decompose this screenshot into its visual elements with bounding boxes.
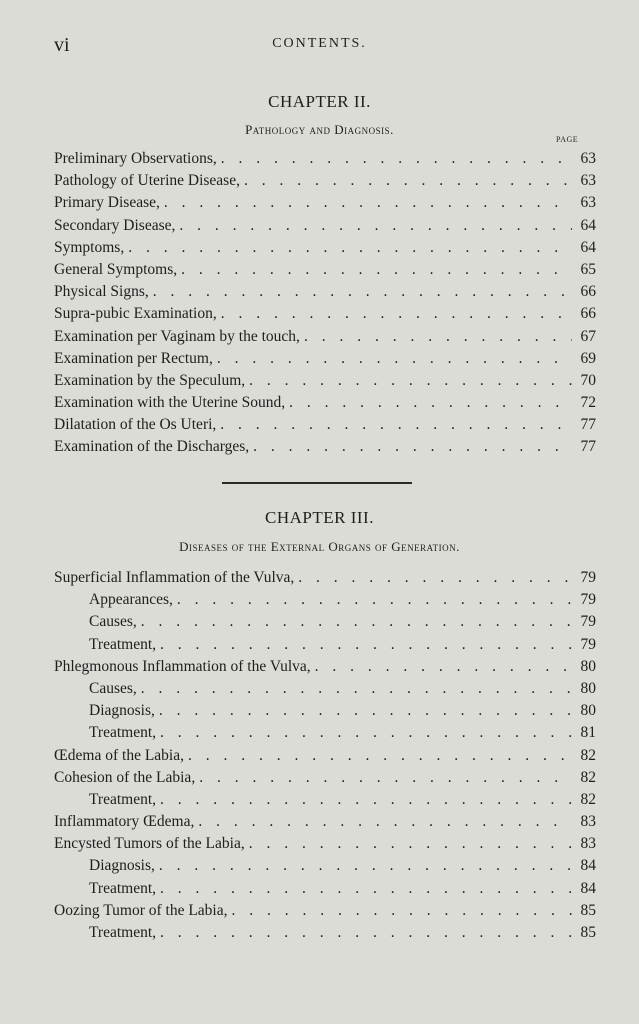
toc-subentry[interactable]: Treatment, . . . 79 <box>54 634 596 656</box>
toc-page: 77 <box>580 438 596 456</box>
toc-page: 83 <box>580 835 596 853</box>
toc-page: 63 <box>580 150 596 167</box>
chapter-2-toc <box>54 148 596 459</box>
page-column-label: PAGE <box>556 135 579 144</box>
dot-leader <box>181 259 572 281</box>
dot-leader <box>160 634 572 656</box>
toc-entry[interactable]: Encysted Tumors of the Labia, . . . 83 <box>54 833 596 855</box>
dot-leader <box>141 678 572 700</box>
toc-subentry[interactable]: Treatment, . . . 81 <box>54 722 596 744</box>
dot-leader <box>128 237 572 259</box>
chapter-3-subtitle: Diseases of the External Organs of Generation. <box>179 539 460 554</box>
dot-leader <box>141 611 572 633</box>
dot-leader <box>244 170 572 192</box>
toc-entry[interactable]: Pathology of Uterine Disease, . . . 63 <box>54 170 596 192</box>
dot-leader <box>198 811 572 833</box>
toc-entry[interactable]: Phlegmonous Inflammation of the Vulva, . . . 80 <box>54 656 596 678</box>
toc-subentry[interactable]: Treatment, . . . 85 <box>54 922 596 944</box>
toc-page: 67 <box>580 327 596 345</box>
dot-leader <box>164 192 572 214</box>
dot-leader <box>249 370 572 392</box>
toc-page: 84 <box>580 879 596 897</box>
chapter-2-subtitle: Pathology and Diagnosis. <box>245 122 394 137</box>
dot-leader <box>153 281 572 303</box>
toc-entry[interactable]: Oozing Tumor of the Labia, . . . 85 <box>54 900 596 922</box>
dot-leader <box>253 436 572 458</box>
chapter-3-toc <box>54 567 596 944</box>
chapter-2-title: CHAPTER II. <box>268 92 371 111</box>
dot-leader <box>221 148 572 170</box>
dot-leader <box>221 303 572 325</box>
toc-page: 64 <box>580 216 596 234</box>
toc-entry[interactable]: Symptoms, . . . 64 <box>54 237 596 259</box>
toc-page: 80 <box>580 657 596 675</box>
dot-leader <box>217 348 572 370</box>
toc-page: 83 <box>580 813 596 831</box>
toc-page: 63 <box>580 172 596 190</box>
toc-subentry[interactable]: Treatment, . . . 82 <box>54 789 596 811</box>
toc-page: 81 <box>580 724 596 742</box>
toc-entry[interactable]: Examination with the Uterine Sound, . . . 72 <box>54 392 596 414</box>
dot-leader <box>315 656 572 678</box>
toc-page: 72 <box>580 394 596 412</box>
dot-leader <box>298 567 572 589</box>
dot-leader <box>220 414 572 436</box>
toc-subentry[interactable]: Causes, . . . 79 <box>54 611 596 633</box>
dot-leader <box>304 326 572 348</box>
dot-leader <box>199 767 572 789</box>
dot-leader <box>160 789 572 811</box>
toc-page: 77 <box>580 416 596 434</box>
dot-leader <box>159 855 572 877</box>
toc-page: 63 <box>580 194 596 212</box>
toc-subentry[interactable]: Diagnosis, . . . 84 <box>54 855 596 877</box>
running-head: CONTENTS. <box>272 36 367 51</box>
toc-page: 80 <box>580 679 596 697</box>
toc-page: 84 <box>580 857 596 875</box>
toc-page: 80 <box>580 702 596 720</box>
toc-entry[interactable]: Examination per Rectum, . . . 69 <box>54 348 596 370</box>
toc-entry[interactable]: Secondary Disease, . . . 64 <box>54 215 596 237</box>
dot-leader <box>179 215 572 237</box>
toc-page: 79 <box>580 635 596 653</box>
page-number: vi <box>54 34 70 56</box>
toc-subentry[interactable]: Causes, . . . 80 <box>54 678 596 700</box>
toc-entry[interactable]: Primary Disease, . . . 63 <box>54 192 596 214</box>
dot-leader <box>289 392 572 414</box>
toc-entry[interactable]: Supra-pubic Examination, . . . 66 <box>54 303 596 325</box>
dot-leader <box>160 922 572 944</box>
toc-entry[interactable]: Preliminary Observations, . . . 63 <box>54 148 596 170</box>
toc-page: 70 <box>580 371 596 389</box>
dot-leader <box>177 589 572 611</box>
toc-entry[interactable]: Superficial Inflammation of the Vulva, . . . 79 <box>54 567 596 589</box>
toc-subentry[interactable]: Treatment, . . . 84 <box>54 878 596 900</box>
toc-page: 69 <box>580 349 596 367</box>
toc-page: 66 <box>580 305 596 323</box>
toc-page: 85 <box>580 901 596 919</box>
toc-entry[interactable]: Physical Signs, . . . 66 <box>54 281 596 303</box>
section-divider <box>222 482 412 484</box>
toc-entry[interactable]: General Symptoms, . . . 65 <box>54 259 596 281</box>
dot-leader <box>160 722 572 744</box>
toc-page: 82 <box>580 790 596 808</box>
dot-leader <box>249 833 572 855</box>
dot-leader <box>159 700 572 722</box>
toc-page: 79 <box>580 613 596 631</box>
toc-subentry[interactable]: Appearances, . . . 79 <box>54 589 596 611</box>
toc-entry[interactable]: Inflammatory Œdema, . . . 83 <box>54 811 596 833</box>
toc-page: 82 <box>580 768 596 786</box>
toc-page: 64 <box>580 238 596 256</box>
toc-page: 82 <box>580 746 596 764</box>
dot-leader <box>232 900 573 922</box>
toc-subentry[interactable]: Diagnosis, . . . 80 <box>54 700 596 722</box>
toc-entry[interactable]: Examination of the Discharges, . . . 77 <box>54 436 596 458</box>
toc-entry[interactable]: Cohesion of the Labia, . . . 82 <box>54 767 596 789</box>
toc-page: 85 <box>580 924 596 941</box>
dot-leader <box>188 745 572 767</box>
toc-entry[interactable]: Dilatation of the Os Uteri, . . . 77 <box>54 414 596 436</box>
toc-page: 79 <box>580 591 596 609</box>
toc-entry[interactable]: Examination by the Speculum, . . . 70 <box>54 370 596 392</box>
toc-page: 66 <box>580 283 596 301</box>
toc-page: 79 <box>580 569 596 586</box>
dot-leader <box>160 878 572 900</box>
toc-entry[interactable]: Œdema of the Labia, . . . 82 <box>54 745 596 767</box>
chapter-3-title: CHAPTER III. <box>265 508 374 527</box>
toc-entry[interactable]: Examination per Vaginam by the touch, . . . 67 <box>54 326 596 348</box>
toc-page: 65 <box>580 260 596 278</box>
